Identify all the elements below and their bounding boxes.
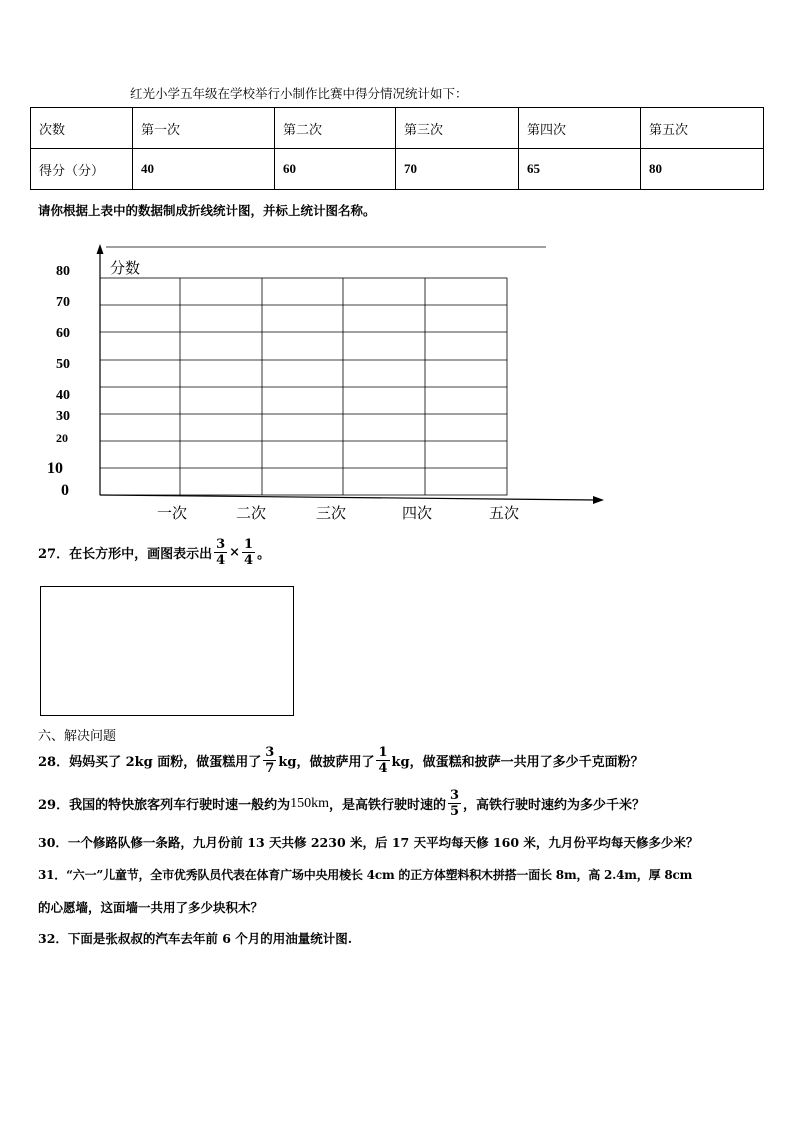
table-cell: 65 — [519, 149, 641, 190]
fraction-numerator: 3 — [450, 788, 460, 803]
table-cell: 第四次 — [519, 108, 641, 149]
instruction-text: 请你根据上表中的数据制成折线统计图，并标上统计图名称。 — [38, 203, 376, 218]
fraction — [214, 537, 227, 568]
y-tick-label: 30 — [56, 409, 70, 424]
question-30: 30．一个修路队修一条路，九月份前 13 天共修 2230 米，后 17 天平均每天修 160 米，九月份平均每天修多少米？ — [38, 835, 699, 850]
question-28 — [38, 745, 644, 776]
y-axis-title: 分数 — [110, 259, 141, 277]
table-cell: 第二次 — [275, 108, 396, 149]
q27-suffix: 。 — [257, 547, 271, 562]
y-tick-label: 50 — [56, 357, 70, 372]
y-axis-arrow-icon — [97, 244, 104, 254]
table-cell: 第一次 — [133, 108, 275, 149]
question-31-line-2: 的心愿墙，这面墙一共用了多少块积木？ — [38, 900, 264, 915]
table-header-row — [31, 108, 764, 149]
times-sign: × — [229, 545, 241, 560]
table-cell: 70 — [396, 149, 519, 190]
drawing-rectangle[interactable] — [40, 586, 294, 716]
q29-speed: 150km — [290, 795, 329, 811]
y-tick-label: 80 — [56, 264, 70, 279]
fraction — [263, 745, 276, 776]
x-tick-label: 五次 — [489, 504, 520, 522]
table-cell: 第三次 — [396, 108, 519, 149]
score-table — [30, 107, 764, 190]
y-tick-label: 0 — [61, 482, 69, 499]
table-cell: 80 — [641, 149, 764, 190]
table-value-row — [31, 149, 764, 190]
table-cell: 40 — [133, 149, 275, 190]
x-tick-label: 一次 — [157, 504, 188, 522]
y-tick-label: 40 — [56, 388, 70, 403]
y-tick-label: 10 — [47, 460, 63, 477]
fraction — [376, 745, 389, 776]
q29-text-c: ，高铁行驶时速约为多少千米？ — [463, 798, 646, 813]
question-29 — [38, 788, 645, 819]
section-title: 六、解决问题 — [38, 729, 117, 744]
intro-text: 红光小学五年级在学校举行小制作比赛中得分情况统计如下： — [130, 86, 468, 101]
y-tick-label: 70 — [56, 295, 70, 310]
fraction — [448, 788, 461, 819]
fraction-numerator: 1 — [378, 745, 388, 760]
table-cell: 60 — [275, 149, 396, 190]
fraction — [242, 537, 255, 568]
fraction-denominator: 4 — [244, 553, 254, 568]
fraction-numerator: 1 — [244, 537, 254, 552]
q27-text: 27．在长方形中，画图表示出 — [38, 547, 213, 562]
q28-text-b: kg，做披萨用了 — [278, 755, 375, 770]
q29-text-b: ，是高铁行驶时速的 — [328, 798, 446, 813]
x-tick-label: 三次 — [316, 504, 347, 522]
question-31-line-1: 31．“六一”儿童节，全市优秀队员代表在体育广场中央用棱长 4cm 的正方体塑料积木拼搭一面长 8m，高 2.4m，厚 8cm — [38, 868, 693, 882]
question-27 — [38, 537, 270, 568]
fraction-denominator: 4 — [216, 553, 226, 568]
grid-lines — [100, 278, 507, 495]
table-cell: 第五次 — [641, 108, 764, 149]
fraction-denominator: 4 — [378, 761, 388, 776]
q28-text-c: kg，做蛋糕和披萨一共用了多少千克面粉？ — [391, 755, 644, 770]
x-tick-label: 二次 — [236, 504, 267, 522]
table-cell: 得分（分） — [31, 149, 133, 190]
y-tick-label: 60 — [56, 326, 70, 341]
table-cell: 次数 — [31, 108, 133, 149]
fraction-denominator: 5 — [450, 804, 460, 819]
x-tick-label: 四次 — [402, 504, 433, 522]
fraction-denominator: 7 — [265, 761, 275, 776]
fraction-numerator: 3 — [265, 745, 275, 760]
fraction-numerator: 3 — [216, 537, 226, 552]
q28-text-a: 28．妈妈买了 2kg 面粉，做蛋糕用了 — [38, 755, 262, 770]
q29-text-a: 29．我国的特快旅客列车行驶时速一般约为 — [38, 798, 291, 813]
x-axis-arrow-icon — [593, 496, 604, 504]
question-32: 32．下面是张叔叔的汽车去年前 6 个月的用油量统计图. — [38, 931, 353, 946]
y-tick-label: 20 — [56, 431, 68, 445]
